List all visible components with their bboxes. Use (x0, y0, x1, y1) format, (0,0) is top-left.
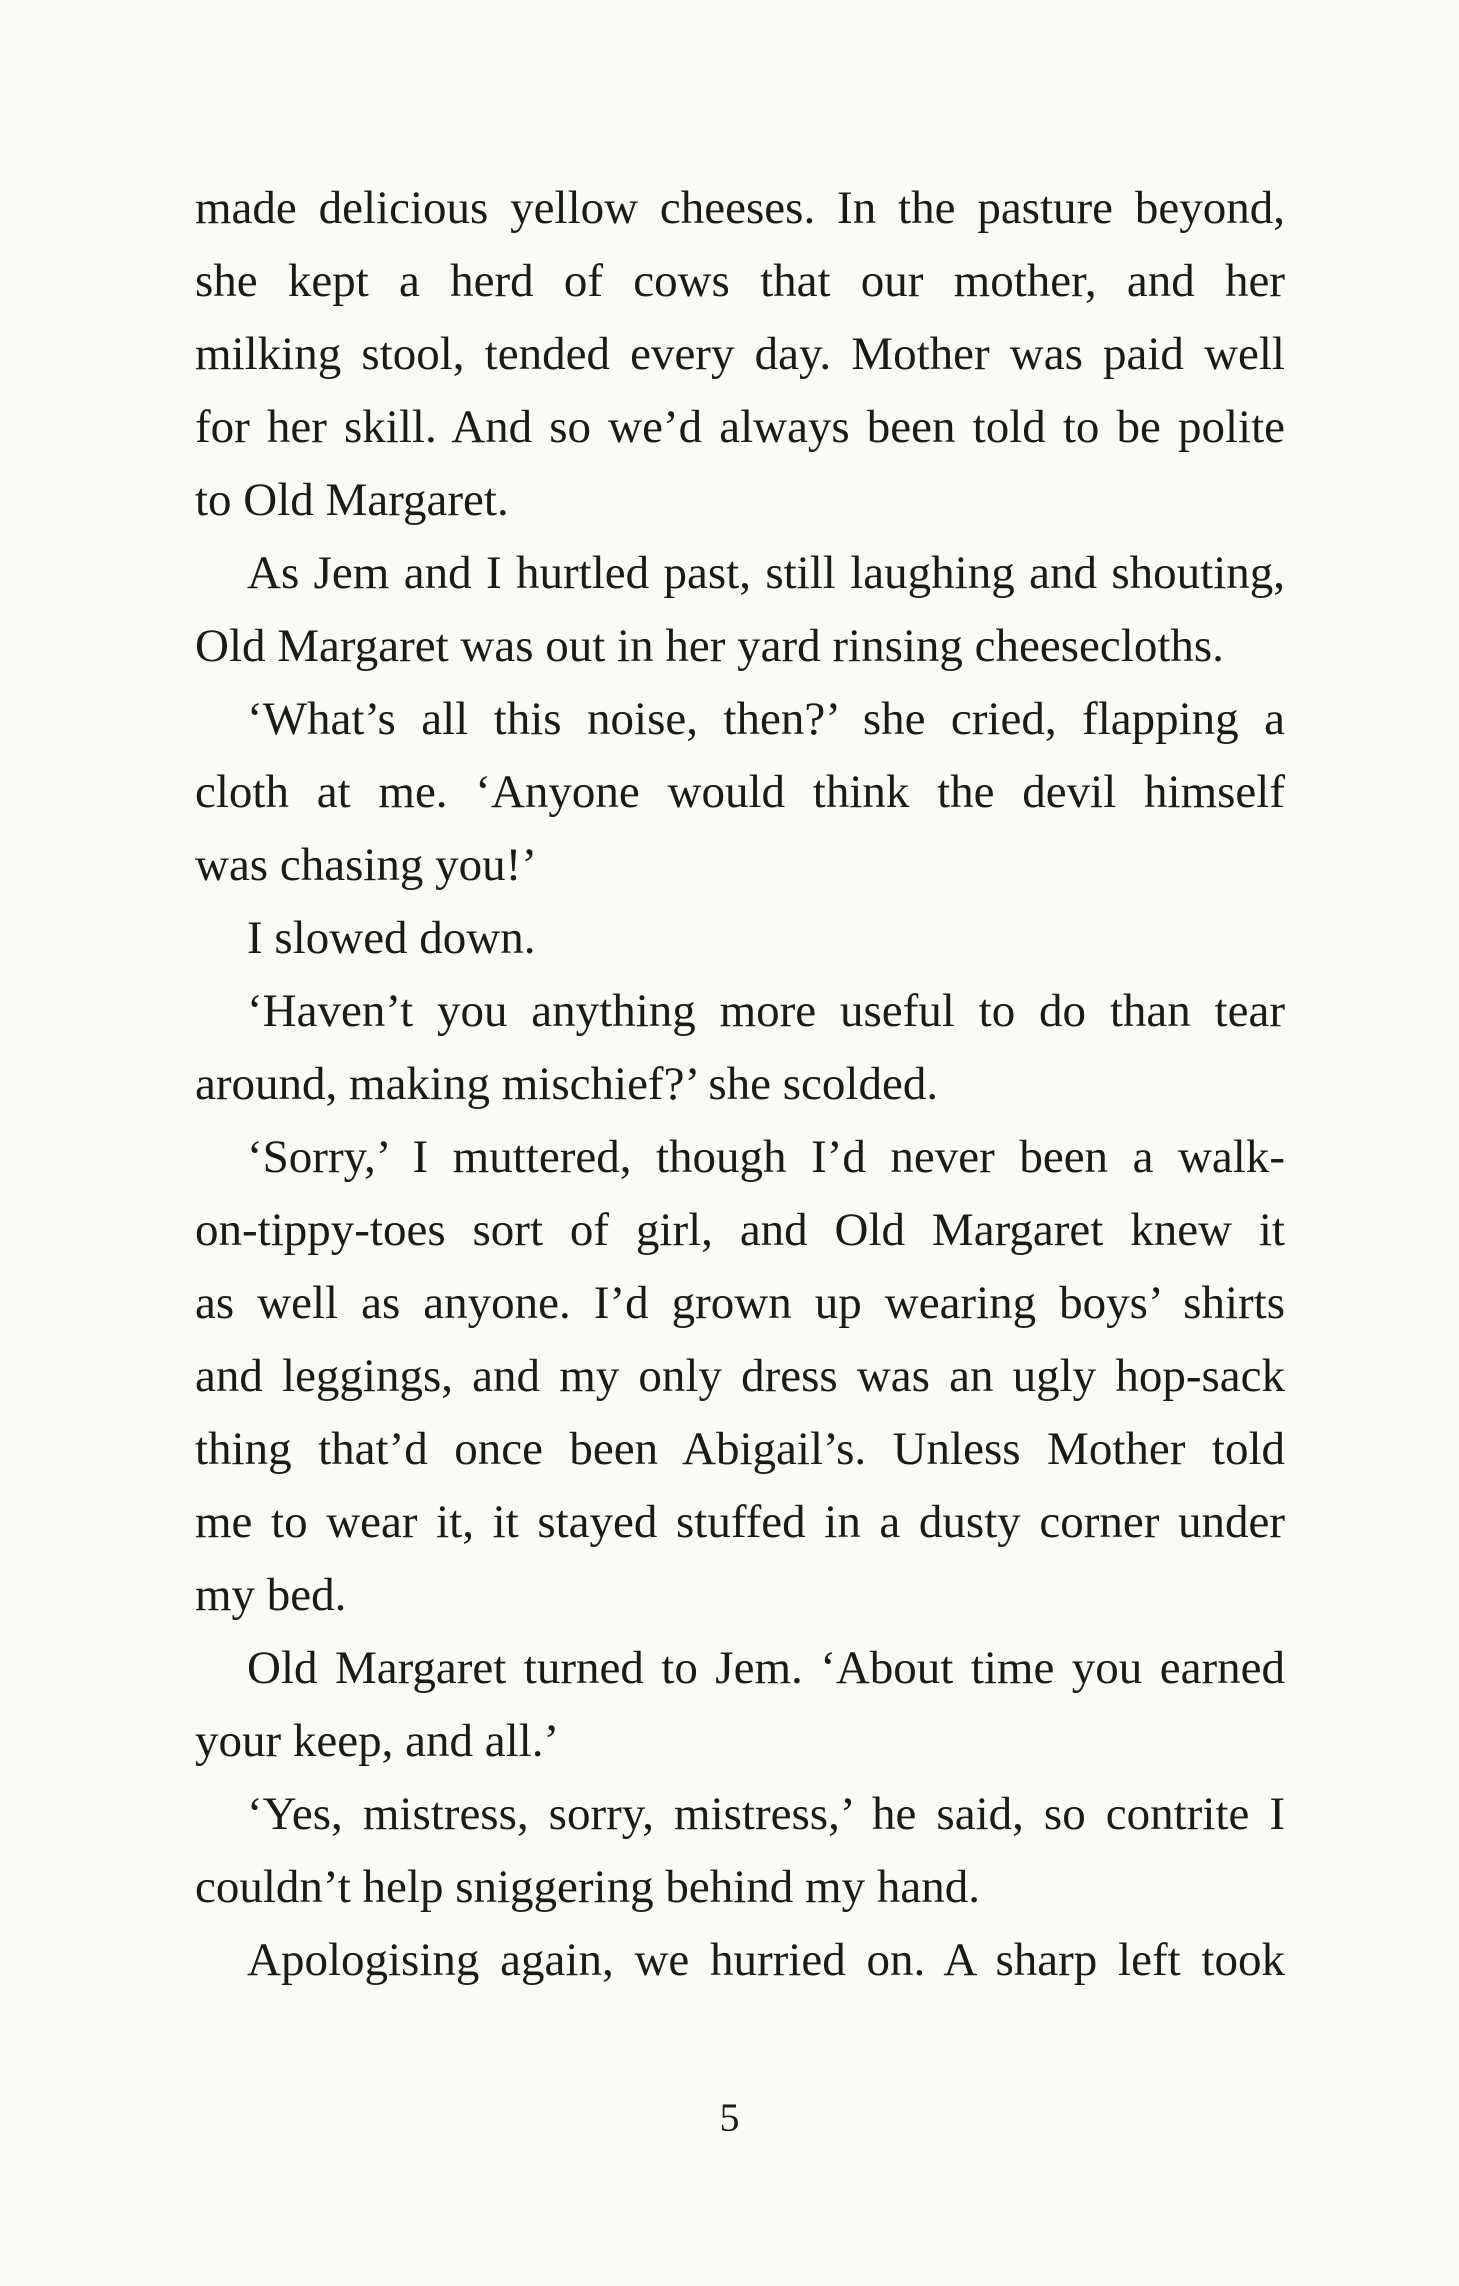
text-line: as well as anyone. I’d grown up wearing boys’ shirts (195, 1277, 1285, 1329)
text-line: your keep, and all.’ (195, 1715, 560, 1767)
text-line: was chasing you!’ (195, 839, 537, 891)
text-line: me to wear it, it stayed stuffed in a dusty corner under (195, 1496, 1285, 1548)
page-number: 5 (719, 2095, 740, 2140)
text-line: milking stool, tended every day. Mother was paid well (195, 328, 1285, 380)
text-line: Old Margaret was out in her yard rinsing cheesecloths. (195, 620, 1224, 672)
text-line: for her skill. And so we’d always been told to be polite (195, 401, 1285, 453)
text-line: my bed. (195, 1569, 347, 1621)
text-line: she kept a herd of cows that our mother, and her (195, 255, 1285, 307)
text-line: Apologising again, we hurried on. A sharp left took (247, 1934, 1285, 1986)
text-line: ‘What’s all this noise, then?’ she cried, flapping a (247, 693, 1285, 745)
text-line: and leggings, and my only dress was an ugly hop-sack (195, 1350, 1285, 1402)
text-line: on-tippy-toes sort of girl, and Old Margaret knew it (195, 1204, 1285, 1256)
text-line: thing that’d once been Abigail’s. Unless Mother told (195, 1423, 1285, 1475)
body-text (195, 172, 1285, 1997)
text-line: made delicious yellow cheeses. In the pasture beyond, (195, 182, 1285, 234)
text-line: ‘Yes, mistress, sorry, mistress,’ he said, so contrite I (247, 1788, 1285, 1840)
text-line: Old Margaret turned to Jem. ‘About time you earned (247, 1642, 1285, 1694)
text-line: couldn’t help sniggering behind my hand. (195, 1861, 980, 1913)
text-line: As Jem and I hurtled past, still laughing and shouting, (247, 547, 1285, 599)
text-line: cloth at me. ‘Anyone would think the devil himself (195, 766, 1285, 818)
text-line: I slowed down. (247, 912, 536, 964)
text-line: ‘Haven’t you anything more useful to do than tear (247, 985, 1285, 1037)
text-line: around, making mischief?’ she scolded. (195, 1058, 939, 1110)
text-line: ‘Sorry,’ I muttered, though I’d never been a walk- (247, 1131, 1285, 1183)
text-line: to Old Margaret. (195, 474, 509, 526)
